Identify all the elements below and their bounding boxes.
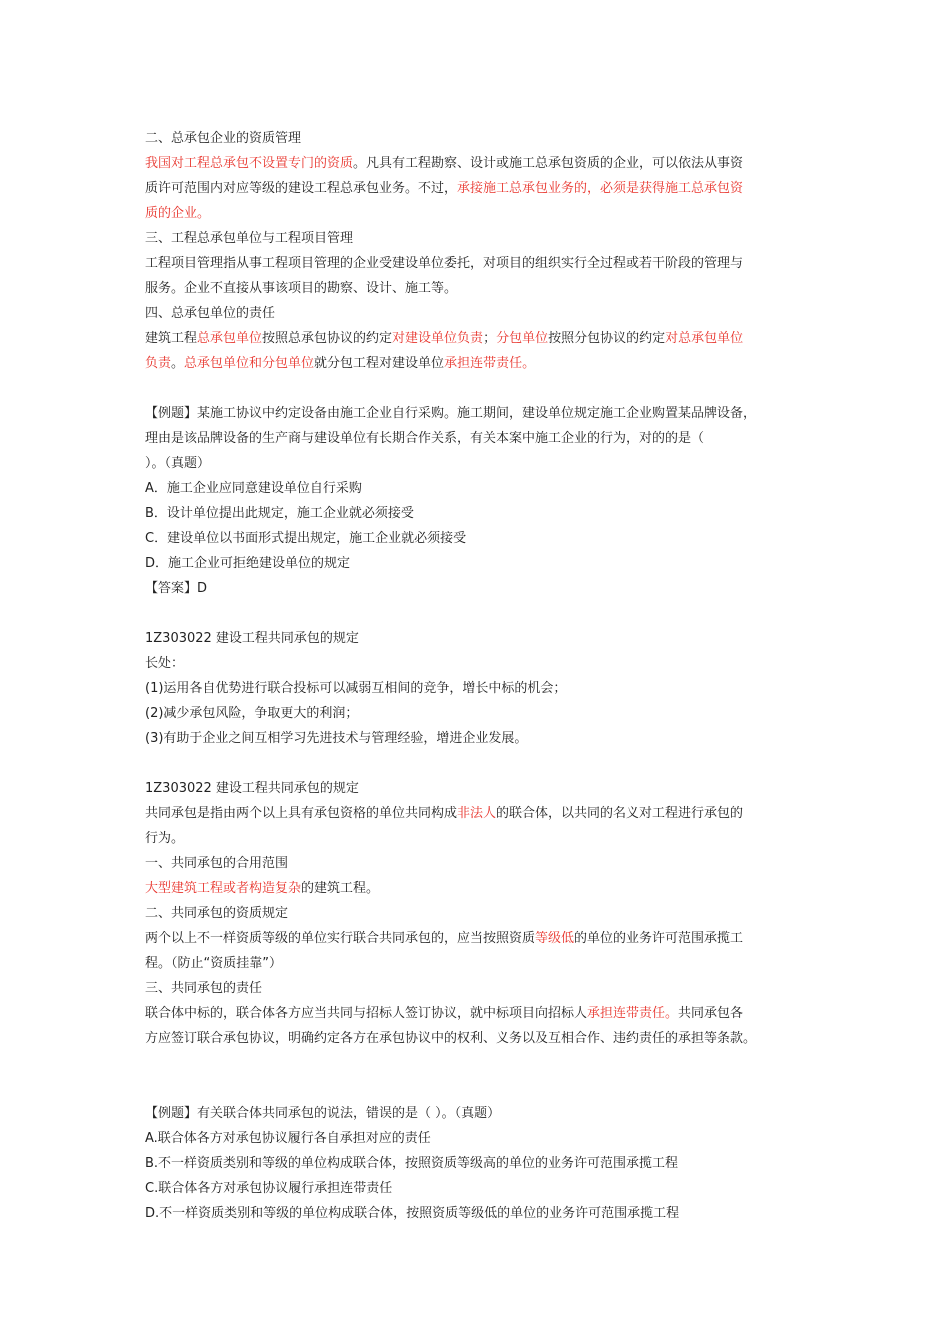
text-line: [145, 551, 825, 576]
highlighted-text: 对总承包单位: [665, 331, 744, 346]
text-line: [145, 526, 825, 551]
text-line: [145, 651, 825, 676]
highlighted-text: 负责: [145, 356, 172, 371]
text-line: [145, 201, 825, 226]
text-line: [145, 1101, 825, 1126]
text-line: [145, 351, 825, 376]
highlighted-text: 承担连带责任。: [587, 1006, 679, 1021]
text-line: [145, 1151, 825, 1176]
text-segment: 建筑工程: [145, 331, 198, 346]
text-line: [145, 226, 825, 251]
text-segment: 二、共同承包的资质规定: [145, 906, 289, 921]
text-line: [145, 1126, 825, 1151]
text-line: [145, 951, 825, 976]
blank-line: [145, 751, 825, 776]
text-line: [145, 151, 825, 176]
text-segment: 。凡具有工程勘察、设计或施工总承包资质的企业，可以依法从事资: [353, 156, 744, 171]
text-line: [145, 451, 825, 476]
text-line: [145, 576, 825, 601]
text-segment: 1Z303022 建设工程共同承包的规定: [145, 631, 359, 646]
text-segment: (3)有助于企业之间互相学习先进技术与管理经验，增进企业发展。: [145, 731, 528, 746]
text-segment: 理由是该品牌设备的生产商与建设单位有长期合作关系，有关本案中施工企业的行为，对的的是（: [145, 431, 705, 446]
text-segment: 方应签订联合承包协议，明确约定各方在承包协议中的权利、义务以及互相合作、违约责任的承担等条款。: [145, 1031, 757, 1046]
text-line: [145, 901, 825, 926]
text-line: [145, 1001, 825, 1026]
text-line: [145, 701, 825, 726]
text-line: [145, 876, 825, 901]
text-line: [145, 1026, 825, 1051]
text-segment: 工程项目管理指从事工程项目管理的企业受建设单位委托，对项目的组织实行全过程或若干阶段的管理与: [145, 256, 744, 271]
text-line: [145, 401, 825, 426]
text-segment: 二、总承包企业的资质管理: [145, 131, 302, 146]
text-segment: C．建设单位以书面形式提出规定，施工企业就必须接受: [145, 531, 467, 546]
highlighted-text: 我国对工程总承包不设置专门的资质: [145, 156, 354, 171]
text-line: [145, 851, 825, 876]
highlighted-text: 对建设单位负责: [392, 331, 484, 346]
text-segment: 四、总承包单位的责任: [145, 306, 276, 321]
text-segment: 【答案】D: [145, 581, 208, 596]
text-segment: 。: [171, 356, 185, 371]
highlighted-text: 分包单位: [496, 331, 549, 346]
text-line: [145, 926, 825, 951]
blank-line: [145, 376, 825, 401]
highlighted-text: 承接施工总承包业务的，必须是获得施工总承包资: [457, 181, 744, 196]
text-segment: 一、共同承包的合用范围: [145, 856, 289, 871]
document-page: [145, 126, 825, 1226]
text-line: [145, 826, 825, 851]
highlighted-text: 总承包单位: [197, 331, 263, 346]
text-segment: 程。（防止“资质挂靠”）: [145, 956, 282, 971]
highlighted-text: 大型建筑工程或者构造复杂: [145, 881, 302, 896]
text-segment: 按照总承包协议的约定: [262, 331, 393, 346]
highlighted-text: 总承包单位和分包单位: [184, 356, 315, 371]
text-segment: 【例题】某施工协议中约定设备由施工企业自行采购。施工期间，建设单位规定施工企业购置某品牌设备，: [145, 406, 757, 421]
text-line: [145, 776, 825, 801]
text-segment: 联合体中标的，联合体各方应当共同与招标人签订协议，就中标项目向招标人: [145, 1006, 588, 1021]
highlighted-text: 质的企业。: [145, 206, 211, 221]
text-segment: 服务。企业不直接从事该项目的勘察、设计、施工等。: [145, 281, 458, 296]
text-line: [145, 176, 825, 201]
text-segment: 1Z303022 建设工程共同承包的规定: [145, 781, 359, 796]
text-line: [145, 126, 825, 151]
text-segment: 三、工程总承包单位与工程项目管理: [145, 231, 354, 246]
text-segment: 就分包工程对建设单位: [314, 356, 445, 371]
highlighted-text: 承担连带责任。: [444, 356, 536, 371]
text-segment: 共同承包各: [678, 1006, 744, 1021]
text-segment: B.不一样资质类别和等级的单位构成联合体，按照资质等级高的单位的业务许可范围承揽工程: [145, 1156, 679, 1171]
text-segment: C.联合体各方对承包协议履行承担连带责任: [145, 1181, 393, 1196]
text-segment: 按照分包协议的约定: [548, 331, 666, 346]
text-segment: 两个以上不一样资质等级的单位实行联合共同承包的，应当按照资质: [145, 931, 536, 946]
text-segment: 长处：: [145, 656, 185, 671]
text-line: [145, 801, 825, 826]
text-segment: 三、共同承包的责任: [145, 981, 263, 996]
text-segment: 的联合体，以共同的名义对工程进行承包的: [496, 806, 744, 821]
text-line: [145, 251, 825, 276]
text-line: [145, 976, 825, 1001]
text-segment: 的建筑工程。: [301, 881, 380, 896]
highlighted-text: 等级低: [535, 931, 575, 946]
blank-line: [145, 601, 825, 626]
blank-line: [145, 1051, 825, 1076]
text-line: [145, 1176, 825, 1201]
text-line: [145, 476, 825, 501]
text-segment: 行为。: [145, 831, 185, 846]
text-line: [145, 501, 825, 526]
text-segment: B．设计单位提出此规定，施工企业就必须接受: [145, 506, 414, 521]
text-segment: (2)减少承包风险，争取更大的利润；: [145, 706, 359, 721]
text-segment: (1)运用各自优势进行联合投标可以减弱互相间的竞争，增长中标的机会；: [145, 681, 567, 696]
text-segment: D．施工企业可拒绝建设单位的规定: [145, 556, 351, 571]
text-segment: 质许可范围内对应等级的建设工程总承包业务。不过，: [145, 181, 458, 196]
text-segment: ；: [483, 331, 497, 346]
text-segment: D.不一样资质类别和等级的单位构成联合体，按照资质等级低的单位的业务许可范围承揽工程: [145, 1206, 680, 1221]
text-line: [145, 726, 825, 751]
text-segment: ）。（真题）: [145, 456, 211, 471]
text-segment: A.联合体各方对承包协议履行各自承担对应的责任: [145, 1131, 431, 1146]
text-line: [145, 301, 825, 326]
text-segment: 的单位的业务许可范围承揽工: [574, 931, 744, 946]
blank-line: [145, 1076, 825, 1101]
text-line: [145, 326, 825, 351]
highlighted-text: 非法人: [457, 806, 497, 821]
text-line: [145, 626, 825, 651]
text-segment: A．施工企业应同意建设单位自行采购: [145, 481, 362, 496]
text-line: [145, 276, 825, 301]
text-line: [145, 1201, 825, 1226]
text-segment: 共同承包是指由两个以上具有承包资格的单位共同构成: [145, 806, 458, 821]
text-line: [145, 426, 825, 451]
text-segment: 【例题】有关联合体共同承包的说法，错误的是（ ）。（真题）: [145, 1106, 501, 1121]
text-line: [145, 676, 825, 701]
